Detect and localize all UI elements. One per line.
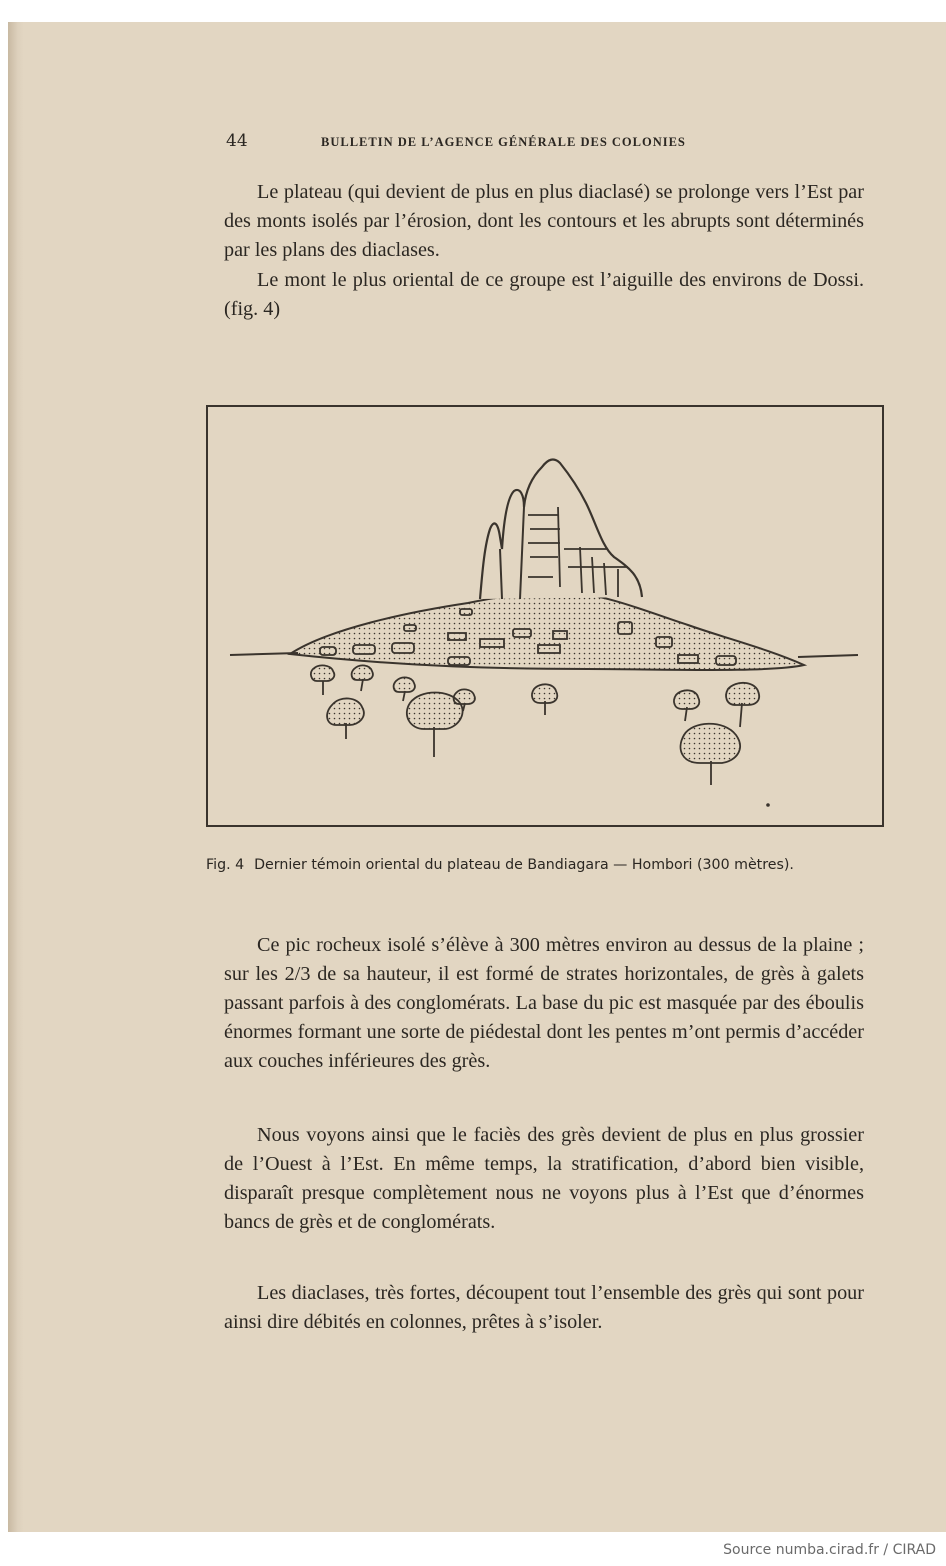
- talus-mound: [290, 592, 804, 670]
- paragraph-2: Le mont le plus oriental de ce groupe est l’aiguille des environs de Dossi. (fig. 4): [224, 269, 864, 320]
- paragraph-3: Ce pic rocheux isolé s’élève à 300 mètres environ au dessus de la plaine ; sur les 2/3 de sa hauteur, il est formé de strates horizontales, de grès à galets passant parfois à des conglomérats. La base du pic est masquée par des éboulis énormes formant une sorte de piédestal dont les pentes m’ont permis d’accéder aux couches inférieures des grès.: [224, 934, 864, 1072]
- paragraph-5: Les diaclases, très fortes, découpent tout l’ensemble des grès qui sont pour ainsi dire débités en colonnes, prêtes à s’isoler.: [224, 1282, 864, 1333]
- page-edge-shadow: [8, 22, 24, 1532]
- source-credit: Source numba.cirad.fr / CIRAD: [723, 1542, 936, 1558]
- paragraph-4: Nous voyons ainsi que le faciès des grès devient de plus en plus grossier de l’Ouest à l’Est. En même temps, la stratification, d’abord bien visible, disparaît presque complètement nous ne voyons plus à l’Est que d’énormes bancs de grès et de conglomérats.: [224, 1124, 864, 1233]
- trees: [311, 665, 759, 785]
- page-number: 44: [226, 131, 248, 151]
- running-title: BULLETIN DE L’AGENCE GÉNÉRALE DES COLONIES: [321, 135, 686, 149]
- figure-frame: [206, 405, 884, 827]
- running-header: [226, 131, 866, 155]
- peak-drawing: [208, 407, 882, 825]
- paragraph-1: Le plateau (qui devient de plus en plus diaclasé) se prolonge vers l’Est par des monts isolés par l’érosion, dont les contours et les abrupts sont déterminés par les plans des diaclases.: [224, 181, 864, 261]
- figure-caption: [206, 857, 886, 873]
- figure-caption-text: Dernier témoin oriental du plateau de Bandiagara — Hombori (300 mètres).: [254, 857, 794, 873]
- figure-number: Fig. 4: [206, 857, 245, 873]
